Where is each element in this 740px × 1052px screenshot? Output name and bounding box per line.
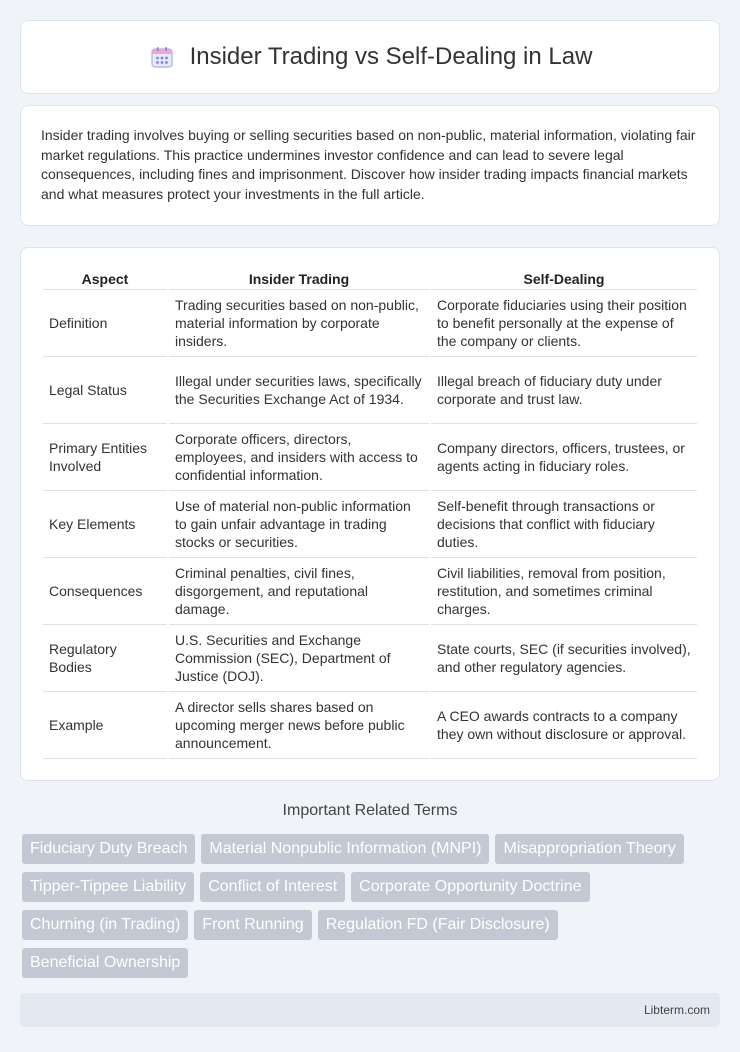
table-row: [43, 491, 697, 558]
row-aspect: Definition: [43, 290, 167, 357]
term-tag[interactable]: Beneficial Ownership: [22, 948, 188, 978]
term-tag[interactable]: Fiduciary Duty Breach: [22, 834, 195, 864]
row-self-dealing: Corporate fiduciaries using their position to benefit personally at the expense of the company or clients.: [431, 290, 697, 357]
column-header-insider-trading: Insider Trading: [169, 266, 429, 290]
row-insider-trading: Corporate officers, directors, employees, and insiders with access to confidential information.: [169, 424, 429, 491]
related-terms-title: Important Related Terms: [282, 802, 458, 819]
table-header-row: [43, 266, 697, 290]
table-row: [43, 290, 697, 357]
term-tag[interactable]: Conflict of Interest: [200, 872, 345, 902]
related-terms-list: [20, 834, 720, 978]
row-aspect: Example: [43, 692, 167, 759]
intro-panel: [20, 105, 720, 226]
row-insider-trading: U.S. Securities and Exchange Commission (SEC), Department of Justice (DOJ).: [169, 625, 429, 692]
intro-text: Insider trading involves buying or selling securities based on non-public, material information, violating fair market regulations. This practice undermines investor confidence and can lead to severe legal consequences, including fines and imprisonment. Discover how insider trading impacts financial markets and what measures protect your investments in the full article.: [41, 127, 696, 202]
page-header: [20, 20, 720, 94]
calendar-icon: [148, 43, 176, 71]
term-tag[interactable]: Material Nonpublic Information (MNPI): [201, 834, 489, 864]
row-aspect: Consequences: [43, 558, 167, 625]
row-self-dealing: Company directors, officers, trustees, or agents acting in fiduciary roles.: [431, 424, 697, 491]
footer-brand-link[interactable]: Libterm.com: [643, 1003, 710, 1017]
row-self-dealing: Civil liabilities, removal from position, restitution, and sometimes criminal charges.: [431, 558, 697, 625]
table-row: [43, 558, 697, 625]
row-aspect: Legal Status: [43, 357, 167, 424]
term-tag[interactable]: Misappropriation Theory: [495, 834, 683, 864]
row-self-dealing: A CEO awards contracts to a company they own without disclosure or approval.: [431, 692, 697, 759]
row-self-dealing: Illegal breach of fiduciary duty under corporate and trust law.: [431, 357, 697, 424]
term-tag[interactable]: Tipper-Tippee Liability: [22, 872, 194, 902]
row-insider-trading: Criminal penalties, civil fines, disgorgement, and reputational damage.: [169, 558, 429, 625]
table-row: [43, 625, 697, 692]
row-aspect: Key Elements: [43, 491, 167, 558]
page-title: Insider Trading vs Self-Dealing in Law: [189, 43, 593, 70]
row-self-dealing: Self-benefit through transactions or decisions that conflict with fiduciary duties.: [431, 491, 697, 558]
row-insider-trading: Trading securities based on non-public, material information by corporate insiders.: [169, 290, 429, 357]
term-tag[interactable]: Corporate Opportunity Doctrine: [351, 872, 589, 902]
row-self-dealing: State courts, SEC (if securities involved), and other regulatory agencies.: [431, 625, 697, 692]
row-aspect: Regulatory Bodies: [43, 625, 167, 692]
row-insider-trading: Illegal under securities laws, specifically the Securities Exchange Act of 1934.: [169, 357, 429, 424]
term-tag[interactable]: Front Running: [194, 910, 311, 940]
column-header-aspect: Aspect: [43, 266, 167, 290]
table-row: [43, 692, 697, 759]
table-row: [43, 357, 697, 424]
column-header-self-dealing: Self-Dealing: [431, 266, 697, 290]
row-aspect: Primary Entities Involved: [43, 424, 167, 491]
term-tag[interactable]: Churning (in Trading): [22, 910, 188, 940]
row-insider-trading: A director sells shares based on upcoming merger news before public announcement.: [169, 692, 429, 759]
row-insider-trading: Use of material non-public information to gain unfair advantage in trading stocks or securities.: [169, 491, 429, 558]
table-row: [43, 424, 697, 491]
comparison-panel: [20, 247, 720, 781]
term-tag[interactable]: Regulation FD (Fair Disclosure): [318, 910, 558, 940]
footer: [20, 993, 720, 1027]
comparison-table: [41, 266, 699, 759]
